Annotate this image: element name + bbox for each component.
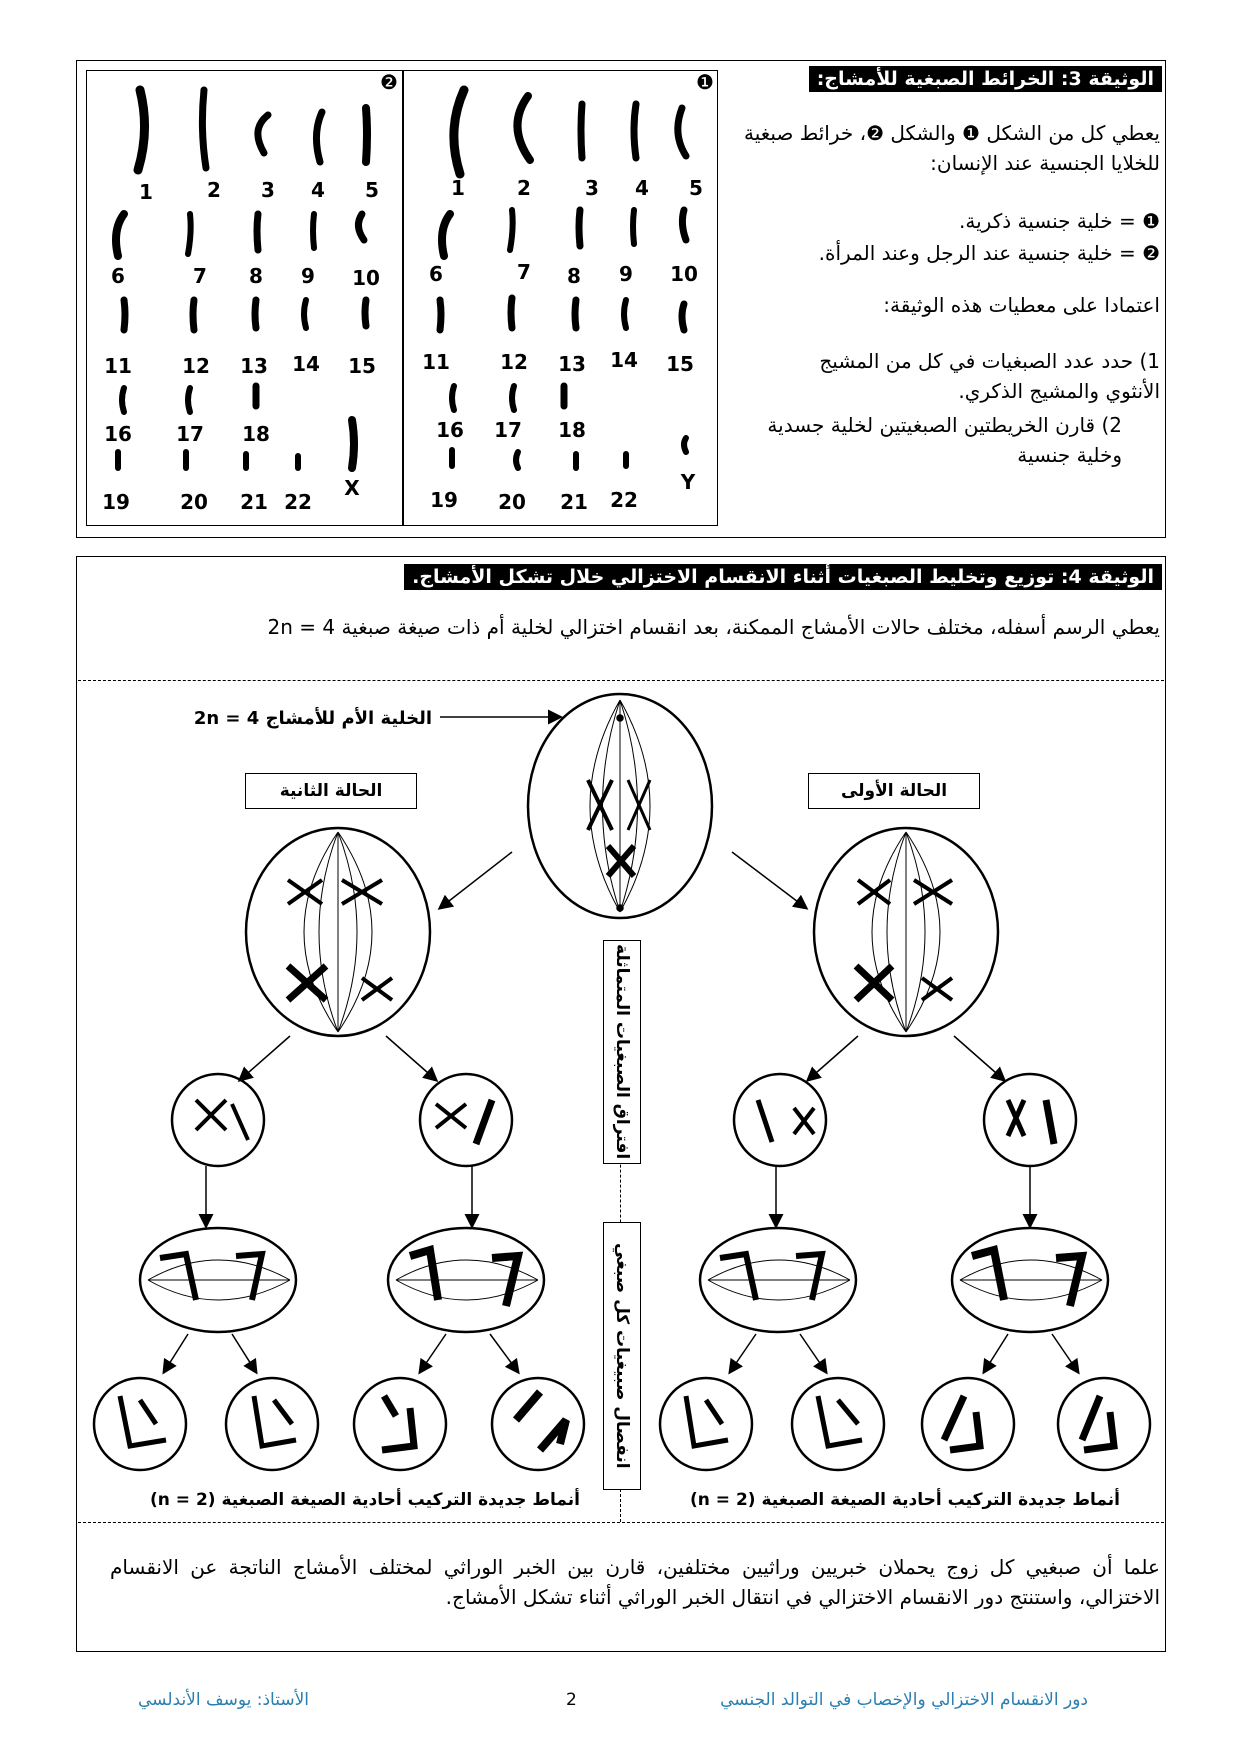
fig1-label-21: 21 bbox=[560, 490, 588, 514]
fig1-label-y: Y bbox=[680, 470, 696, 494]
fig1-label-18: 18 bbox=[558, 418, 586, 442]
fig2-label-22: 22 bbox=[284, 490, 312, 514]
fig2-label-2: 2 bbox=[207, 178, 221, 202]
fig2-label-8: 8 bbox=[249, 264, 263, 288]
document-3-title: الوثيقة 3: الخرائط الصبغية للأمشاج: bbox=[809, 66, 1162, 92]
fig2-label-15: 15 bbox=[348, 354, 376, 378]
case-1-label: الحالة الأولى bbox=[808, 773, 980, 809]
figure-1-badge: ❶ bbox=[696, 70, 714, 94]
case-2-label: الحالة الثانية bbox=[245, 773, 417, 809]
fig2-label-x: X bbox=[344, 476, 360, 500]
document-4-intro: يعطي الرسم أسفله، مختلف حالات الأمشاج الممكنة، بعد انقسام اختزالي لخلية أم ذات صيغة صبغية 2n = 4 bbox=[267, 615, 1160, 639]
fig1-label-11: 11 bbox=[422, 350, 450, 374]
figure-2-badge: ❷ bbox=[380, 70, 398, 94]
fig2-label-20: 20 bbox=[180, 490, 208, 514]
legend-figure-1: ❶ = خلية جنسية ذكرية. bbox=[959, 209, 1160, 233]
fig2-label-9: 9 bbox=[301, 264, 315, 288]
fig2-label-13: 13 bbox=[240, 354, 268, 378]
document-4-question: علما أن صبغيي كل زوج يحملان خبريين وراثيين مختلفين، قارن بين الخبر الوراثي لمختلف الأمشاج الناتجة عن الانقسام الاختزالي، واستنتج دور الانقسام الاختزالي في انتقال الخبر الوراثي أثناء تشكل الأمشاج. bbox=[110, 1555, 1160, 1609]
footer-title: دور الانقسام الاختزالي والإخصاب في التوالد الجنسي bbox=[720, 1690, 1088, 1710]
question-1: 1) حدد عدد الصبغيات في كل من المشيج الأنثوي والمشيج الذكري. bbox=[819, 349, 1160, 403]
fig2-label-12: 12 bbox=[182, 354, 210, 378]
gamete bbox=[94, 1378, 186, 1470]
document-4-title: الوثيقة 4: توزيع وتخليط الصبغيات أثناء الانقسام الاختزالي خلال تشكل الأمشاج. bbox=[404, 564, 1162, 590]
document-3-lead: اعتمادا على معطيات هذه الوثيقة: bbox=[883, 293, 1160, 317]
fig1-label-17: 17 bbox=[494, 418, 522, 442]
fig1-label-15: 15 bbox=[666, 352, 694, 376]
fig1-label-12: 12 bbox=[500, 350, 528, 374]
fig2-label-21: 21 bbox=[240, 490, 268, 514]
legend-figure-2: ❷ = خلية جنسية عند الرجل وعند المرأة. bbox=[818, 241, 1160, 265]
fig2-label-1: 1 bbox=[139, 180, 153, 204]
chromatid-separation-label: انفصال صبيغيات كل صبغي bbox=[603, 1222, 641, 1490]
fig2-label-3: 3 bbox=[261, 178, 275, 202]
fig1-label-2: 2 bbox=[517, 176, 531, 200]
footer-author: الأستاذ: يوسف الأندلسي bbox=[138, 1690, 310, 1710]
mother-cell-label: الخلية الأم للأمشاج 2n = 4 bbox=[193, 708, 432, 729]
fig1-label-7: 7 bbox=[517, 260, 531, 284]
result-caption-right: أنماط جديدة التركيب أحادية الصيغة الصبغية (n = 2) bbox=[689, 1490, 1120, 1510]
result-caption-left: أنماط جديدة التركيب أحادية الصيغة الصبغية (n = 2) bbox=[149, 1490, 580, 1510]
document-3-intro: يعطي كل من الشكل ❶ والشكل ❷، خرائط صبغية للخلايا الجنسية عند الإنسان: bbox=[743, 121, 1160, 175]
fig1-label-1: 1 bbox=[451, 176, 465, 200]
fig2-label-19: 19 bbox=[102, 490, 130, 514]
fig1-label-10: 10 bbox=[670, 262, 698, 286]
fig2-label-10: 10 bbox=[352, 266, 380, 290]
fig1-label-14: 14 bbox=[610, 348, 638, 372]
fig1-label-20: 20 bbox=[498, 490, 526, 514]
fig2-label-18: 18 bbox=[242, 422, 270, 446]
question-2: 2) قارن الخريطتين الصبغيتين لخلية جسدية وخلية جنسية bbox=[767, 413, 1122, 467]
fig2-label-6: 6 bbox=[111, 264, 125, 288]
fig2-label-14: 14 bbox=[292, 352, 320, 376]
fig1-label-22: 22 bbox=[610, 488, 638, 512]
fig2-label-17: 17 bbox=[176, 422, 204, 446]
fig1-label-3: 3 bbox=[585, 176, 599, 200]
fig1-label-8: 8 bbox=[567, 264, 581, 288]
footer-page-number: 2 bbox=[566, 1690, 577, 1710]
fig2-label-16: 16 bbox=[104, 422, 132, 446]
fig1-label-13: 13 bbox=[558, 352, 586, 376]
fig2-label-11: 11 bbox=[104, 354, 132, 378]
fig1-label-19: 19 bbox=[430, 488, 458, 512]
fig1-label-6: 6 bbox=[429, 262, 443, 286]
fig1-label-4: 4 bbox=[635, 176, 649, 200]
homologous-separation-label: افتراق الصبغيات المتماثلة bbox=[603, 940, 641, 1164]
fig2-label-4: 4 bbox=[311, 178, 325, 202]
fig2-label-5: 5 bbox=[365, 178, 379, 202]
fig1-label-16: 16 bbox=[436, 418, 464, 442]
fig1-label-9: 9 bbox=[619, 262, 633, 286]
fig1-label-5: 5 bbox=[689, 176, 703, 200]
fig2-label-7: 7 bbox=[193, 264, 207, 288]
